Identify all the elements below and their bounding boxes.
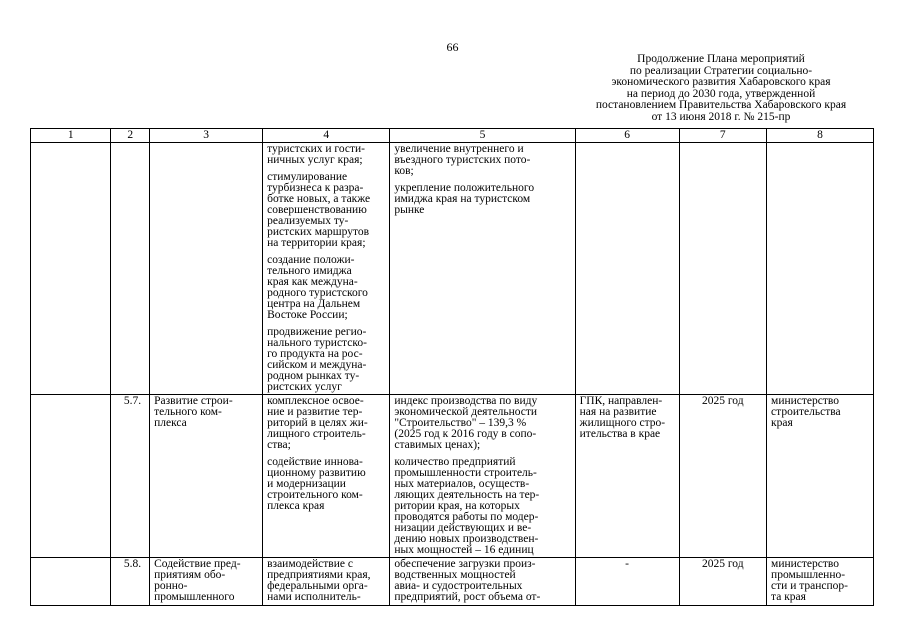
cell-empty [31, 395, 111, 558]
cell-responsible [767, 395, 874, 558]
cell-text-line: лищного строитель- [267, 428, 366, 440]
cell-text-line: совершенствованию [267, 204, 367, 216]
header-line: на период до 2030 года, утвержденной [626, 87, 816, 100]
cell-text-line: дению новых производствен- [394, 533, 539, 545]
cell-text-line: риторий в целях жи- [267, 417, 368, 429]
cell-instrument [575, 558, 679, 606]
cell-paragraph [267, 457, 385, 512]
cell-name [150, 558, 263, 606]
column-number: 5 [390, 129, 575, 143]
column-number: 6 [575, 129, 679, 143]
cell-text-line: Востоке России; [267, 309, 348, 321]
cell-text-line: комплексное освое- [267, 395, 364, 407]
cell-text-line: сийском и междуна- [267, 359, 367, 371]
cell-text-line: взаимодействие с [267, 558, 353, 570]
column-number: 2 [111, 129, 150, 143]
cell-responsible [767, 558, 874, 606]
cell-text-line: и модернизации [267, 478, 346, 490]
cell-text-line: низации действующих и ве- [394, 522, 532, 534]
cell-text-line: Содействие пред- [154, 558, 241, 570]
header-line: от 13 июня 2018 г. № 215-пр [651, 110, 791, 123]
table-row [31, 395, 874, 558]
cell-text-line: Развитие строи- [154, 395, 233, 407]
cell-text-line: укрепление положительного [394, 182, 535, 194]
cell-text-line: экономической деятельности [394, 406, 538, 418]
cell-text-line: министерство [771, 558, 840, 570]
cell-paragraph [267, 327, 385, 393]
cell-text-line: туристских и гости- [267, 143, 365, 155]
cell-text-line: - [625, 558, 629, 570]
cell-text-line: федеральными орга- [267, 580, 368, 592]
table-row [31, 143, 874, 395]
cell-text-line: ничных услуг края; [267, 154, 363, 166]
cell-number [111, 143, 150, 395]
cell-text-line: ляющих деятельность на тер- [394, 489, 540, 501]
cell-paragraph [394, 559, 570, 603]
cell-instrument [575, 395, 679, 558]
cell-text-line: ронно- [154, 580, 188, 592]
cell-instrument [575, 143, 679, 395]
cell-text-line: увеличение внутреннего и [394, 143, 524, 155]
cell-text-line: та края [771, 591, 806, 603]
cell-text-line: создание положи- [267, 254, 355, 266]
cell-term: 2025 год [679, 558, 767, 606]
cell-paragraph [267, 396, 385, 451]
cell-text-line: ительства в крае [579, 428, 661, 440]
cell-text-line: рынке [394, 204, 425, 216]
cell-paragraph [394, 183, 570, 216]
cell-text-line: строительного ком- [267, 489, 363, 501]
cell-text-line: родном рынках ту- [267, 370, 360, 382]
cell-text-line: центра на Дальнем [267, 298, 361, 310]
cell-number: 5.8. [111, 558, 150, 606]
cell-paragraph [267, 144, 385, 166]
cell-text-line: ная на развитие [579, 406, 657, 418]
cell-text-line: продвижение регио- [267, 326, 367, 338]
header-line: экономического развития Хабаровского края [611, 76, 831, 88]
cell-text-line: содействие иннова- [267, 456, 363, 468]
cell-text-line: ционному развитию [267, 467, 366, 479]
cell-text-line: авиа- и судостроительных [394, 580, 523, 592]
cell-paragraph [267, 172, 385, 249]
cell-text-line: стимулирование [267, 171, 348, 183]
cell-text-line: ристских услуг [267, 381, 342, 393]
cell-text-line: ние и развитие тер- [267, 406, 363, 418]
cell-term: 2025 год [679, 395, 767, 558]
cell-results [390, 395, 575, 558]
cell-text-line: (2025 год к 2016 году в сопо- [394, 428, 537, 440]
cell-text-line: въездного туристских пото- [394, 154, 531, 166]
header-line: постановлением Правительства Хабаровского края [595, 99, 847, 111]
cell-text-line: нального туристско- [267, 337, 367, 349]
cell-text-line: реализуемых ту- [267, 215, 349, 227]
cell-text-line: промышленно- [771, 569, 846, 581]
cell-text-line: тельного ком- [154, 406, 222, 418]
cell-text-line: ков; [394, 165, 414, 177]
cell-results [390, 143, 575, 395]
cell-empty [31, 143, 111, 395]
cell-text-line: ритории края, на которых [394, 500, 520, 512]
cell-paragraph [267, 255, 385, 321]
cell-text-line: промышленного [154, 591, 235, 603]
cell-text-line: проводятся работы по модер- [394, 511, 539, 523]
cell-text-line: предприятий, рост объема от- [394, 591, 541, 603]
cell-text-line: нами исполнитель- [267, 591, 361, 603]
cell-text-line: количество предприятий [394, 456, 516, 468]
cell-text-line: водственных мощностей [394, 569, 516, 581]
cell-empty [31, 558, 111, 606]
cell-text-line: ботке новых, а также [267, 193, 371, 205]
cell-term [679, 143, 767, 395]
cell-text-line: плекса [154, 417, 187, 429]
header-line: Продолжение Плана мероприятий [637, 53, 805, 65]
cell-text-line: министерство [771, 395, 840, 407]
cell-text-line: ставимых ценах); [394, 439, 481, 451]
cell-text-line: ристских маршрутов [267, 226, 370, 238]
measures-table [30, 128, 874, 606]
continuation-header [571, 54, 871, 123]
cell-name [150, 395, 263, 558]
cell-responsible [767, 143, 874, 395]
cell-text-line: обеспечение загрузки произ- [394, 558, 536, 570]
cell-text-line: индекс производства по виду [394, 395, 538, 407]
cell-text-line: ных мощностей – 16 единиц [394, 544, 534, 556]
cell-text-line: ных материалов, осуществ- [394, 478, 530, 490]
cell-text-line: тельного имиджа [267, 265, 352, 277]
cell-paragraph [267, 559, 385, 603]
column-number: 8 [767, 129, 874, 143]
cell-text-line: "Строительство" – 139,3 % [394, 417, 527, 429]
cell-text-line: края [771, 417, 793, 429]
cell-name [150, 143, 263, 395]
cell-text-line: родного туристского [267, 287, 368, 299]
column-number: 7 [679, 129, 767, 143]
column-number: 1 [31, 129, 111, 143]
column-number: 4 [263, 129, 390, 143]
cell-measures [263, 395, 390, 558]
cell-text-line: строительства [771, 406, 841, 418]
cell-text-line: предприятиями края, [267, 569, 371, 581]
cell-number: 5.7. [111, 395, 150, 558]
table-row [31, 558, 874, 606]
cell-results [390, 558, 575, 606]
cell-text-line: сти и транспор- [771, 580, 848, 592]
cell-paragraph [394, 457, 570, 556]
column-number: 3 [150, 129, 263, 143]
cell-text-line: края как междуна- [267, 276, 358, 288]
cell-text-line: го продукта на рос- [267, 348, 363, 360]
cell-measures [263, 558, 390, 606]
cell-text-line: промышленности строитель- [394, 467, 537, 479]
cell-text-line: ства; [267, 439, 291, 451]
cell-text-line: имиджа края на туристском [394, 193, 531, 205]
cell-text-line: турбизнеса к разра- [267, 182, 364, 194]
column-number-row [31, 129, 874, 143]
page-number: 66 [446, 40, 459, 54]
cell-text-line: приятиям обо- [154, 569, 226, 581]
cell-text-line: ГПК, направлен- [579, 395, 663, 407]
cell-text-line: плекса края [267, 500, 325, 512]
cell-paragraph [394, 396, 570, 451]
cell-measures [263, 143, 390, 395]
header-line: по реализации Стратегии социально- [629, 64, 813, 77]
cell-text-line: жилищного стро- [579, 417, 666, 429]
cell-text-line: на территории края; [267, 237, 366, 249]
cell-paragraph [394, 144, 570, 177]
